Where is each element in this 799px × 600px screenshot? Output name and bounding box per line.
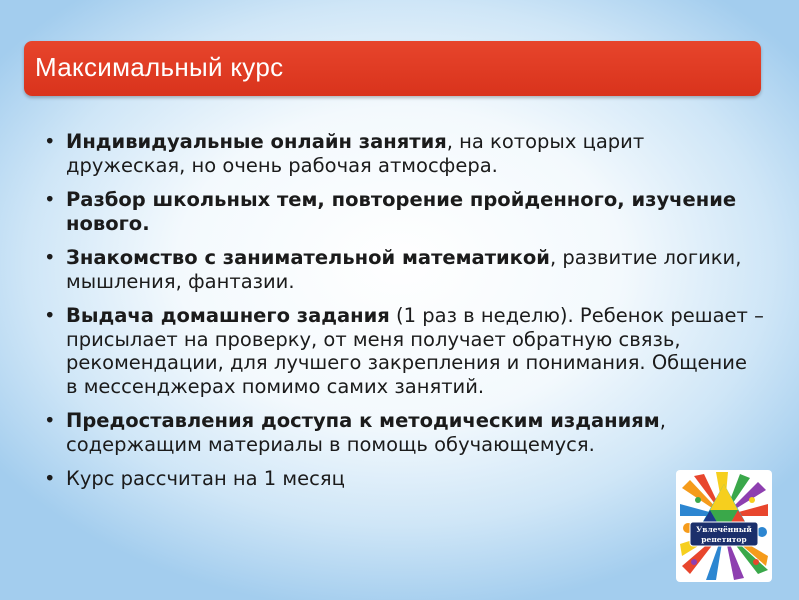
bullet-item [44,409,764,456]
bullet-bold-text: Знакомство с занимательной математикой [66,246,550,269]
bullet-marker: • [44,188,56,211]
bullet-marker: • [44,130,56,153]
bullet-text: (1 раз в неделю). Ребенок решает – присылает на проверку, от меня получает обратную связь, рекомендации, для лучшего закрепления и понимания. Общение в мессенджерах помимо самих занятий. [66,304,764,398]
title-bar [24,41,761,96]
bullet-text: , содержащим материалы в помощь обучающемуся. [66,409,666,456]
bullet-item [44,188,764,235]
bullet-item [44,130,764,177]
bullet-item [44,246,764,293]
bullet-text: Курс рассчитан на 1 месяц [66,467,345,490]
bullet-item [44,467,764,491]
bullet-bold-text: Выдача домашнего задания [66,304,390,327]
logo-text-line2: репетитор [701,535,747,544]
tutor-logo [676,470,772,582]
bullet-list [44,130,764,502]
bullet-bold-text: Предоставления доступа к методическим изданиям [66,409,660,432]
bullet-marker: • [44,304,56,327]
bullet-text: , на которых царит дружеская, но очень рабочая атмосфера. [66,130,645,177]
logo-text-line1: Увлечённый [696,525,752,534]
bullet-marker: • [44,246,56,269]
slide-title: Максимальный курс [35,52,284,82]
bullet-bold-text: Разбор школьных тем, повторение пройденного, изучение нового. [66,188,737,235]
bullet-marker: • [44,409,56,432]
bullet-item [44,304,764,398]
bullet-text: , развитие логики, мышления, фантазии. [66,246,742,293]
bullet-marker: • [44,467,56,490]
bullet-bold-text: Индивидуальные онлайн занятия [66,130,447,153]
tutor-logo-graphic [676,470,772,582]
